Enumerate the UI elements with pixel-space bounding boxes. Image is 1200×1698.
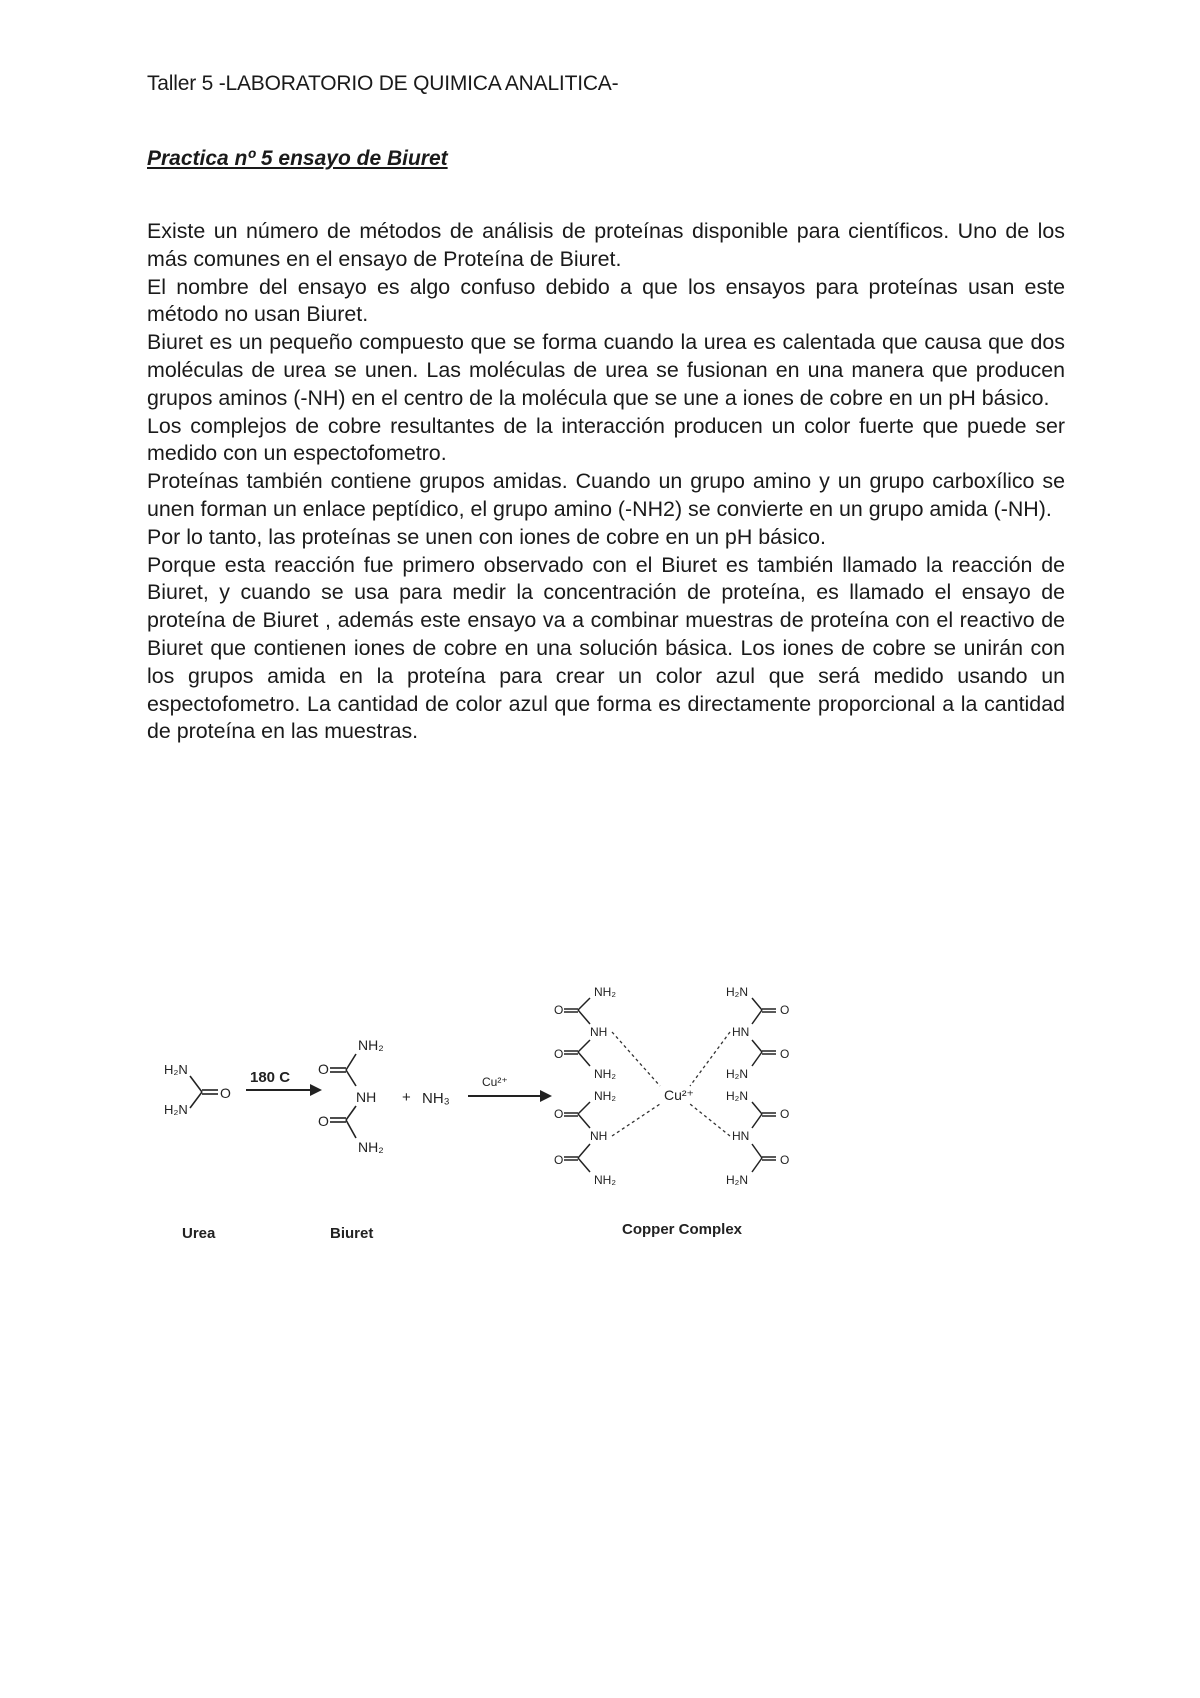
complex-label: Copper Complex bbox=[622, 1221, 743, 1238]
urea-o: O bbox=[220, 1085, 231, 1101]
urea-label: Urea bbox=[182, 1225, 216, 1242]
complex-left-label: NH₂ bbox=[594, 1089, 616, 1103]
complex-left-label: NH bbox=[590, 1129, 608, 1143]
complex-left-label: NH₂ bbox=[594, 1067, 616, 1081]
complex-left-label: O bbox=[554, 1003, 564, 1017]
complex-right-label: H₂N bbox=[726, 1067, 748, 1081]
paragraph: Existe un número de métodos de análisis de proteínas disponible para científicos. Uno de los más comunes en el ensayo de Proteína de Biuret. bbox=[147, 219, 1065, 271]
paragraph: Por lo tanto, las proteínas se unen con iones de cobre en un pH básico. bbox=[147, 524, 826, 549]
arrow1-label: 180 C bbox=[250, 1069, 291, 1086]
copper-arrow bbox=[468, 1075, 552, 1102]
urea-structure bbox=[164, 1062, 231, 1242]
complex-right-label: O bbox=[780, 1003, 790, 1017]
complex-left-label: O bbox=[554, 1107, 564, 1121]
biuret-nh2-bottom: NH₂ bbox=[358, 1139, 384, 1155]
complex-right-label: H₂N bbox=[726, 985, 748, 999]
urea-h2n-bottom: H₂N bbox=[164, 1102, 188, 1117]
biuret-reaction-scheme bbox=[150, 960, 850, 1260]
paragraph: Los complejos de cobre resultantes de la interacción producen un color fuerte que puede ser medido con un espectofometro. bbox=[147, 413, 1065, 466]
complex-left-label: NH bbox=[590, 1025, 608, 1039]
paragraph: Porque esta reacción fue primero observado con el Biuret es también llamado la reacción de Biuret, y cuando se usa para medir la concentración de proteína, es llamado el ensayo de proteína de Biuret , además este ensayo va a combinar muestras de proteína con el reactivo de Biuret que contienen iones de cobre en una solución básica. Los iones de cobre se unirán con los grupos amida en la proteína para crear un color azul que será medido usando un espectofometro. La cantidad de color azul que forma es directamente proporcional a la cantidad de proteína en las muestras. bbox=[147, 552, 1065, 744]
urea-h2n-top: H₂N bbox=[164, 1062, 188, 1077]
complex-right-label: O bbox=[780, 1107, 790, 1121]
copper-complex-structure bbox=[554, 985, 789, 1238]
complex-right-label: H₂N bbox=[726, 1089, 748, 1103]
section-title: Practica nº 5 ensayo de Biuret bbox=[147, 147, 448, 170]
biuret-o-bottom: O bbox=[318, 1113, 329, 1129]
biuret-label: Biuret bbox=[330, 1225, 374, 1242]
document-header: Taller 5 -LABORATORIO DE QUIMICA ANALITICA- bbox=[147, 72, 619, 95]
complex-left-label: NH₂ bbox=[594, 1173, 616, 1187]
complex-right-label: O bbox=[780, 1047, 790, 1061]
biuret-structure bbox=[318, 1037, 384, 1242]
complex-left-label: O bbox=[554, 1047, 564, 1061]
paragraph: Biuret es un pequeño compuesto que se forma cuando la urea es calentada que causa que dos moléculas de urea se unen. Las moléculas de urea se fusionan en una manera que producen grupos aminos (-NH) en el centro de la molécula que se une a iones de cobre en un pH básico. bbox=[147, 330, 1065, 410]
complex-right-label: HN bbox=[732, 1129, 750, 1143]
complex-left-label: NH₂ bbox=[594, 985, 616, 999]
biuret-nh: NH bbox=[356, 1089, 377, 1105]
complex-right-label: O bbox=[780, 1153, 790, 1167]
copper-ion: Cu²⁺ bbox=[664, 1087, 694, 1103]
ammonia: NH₃ bbox=[422, 1090, 450, 1107]
complex-right-label: H₂N bbox=[726, 1173, 748, 1187]
plus-sign: + bbox=[402, 1089, 411, 1106]
heat-arrow bbox=[246, 1069, 322, 1096]
biuret-nh2-top: NH₂ bbox=[358, 1037, 384, 1053]
paragraph: El nombre del ensayo es algo confuso debido a que los ensayos para proteínas usan este método no usan Biuret. bbox=[147, 274, 1065, 327]
body-text bbox=[147, 218, 1065, 746]
complex-left-label: O bbox=[554, 1153, 564, 1167]
paragraph: Proteínas también contiene grupos amidas. Cuando un grupo amino y un grupo carboxílico se unen forman un enlace peptídico, el grupo amino (-NH2) se convierte en un grupo amida (-NH). bbox=[147, 469, 1065, 521]
biuret-o-top: O bbox=[318, 1061, 329, 1077]
arrow2-label: Cu²⁺ bbox=[482, 1075, 508, 1089]
complex-right-label: HN bbox=[732, 1025, 750, 1039]
